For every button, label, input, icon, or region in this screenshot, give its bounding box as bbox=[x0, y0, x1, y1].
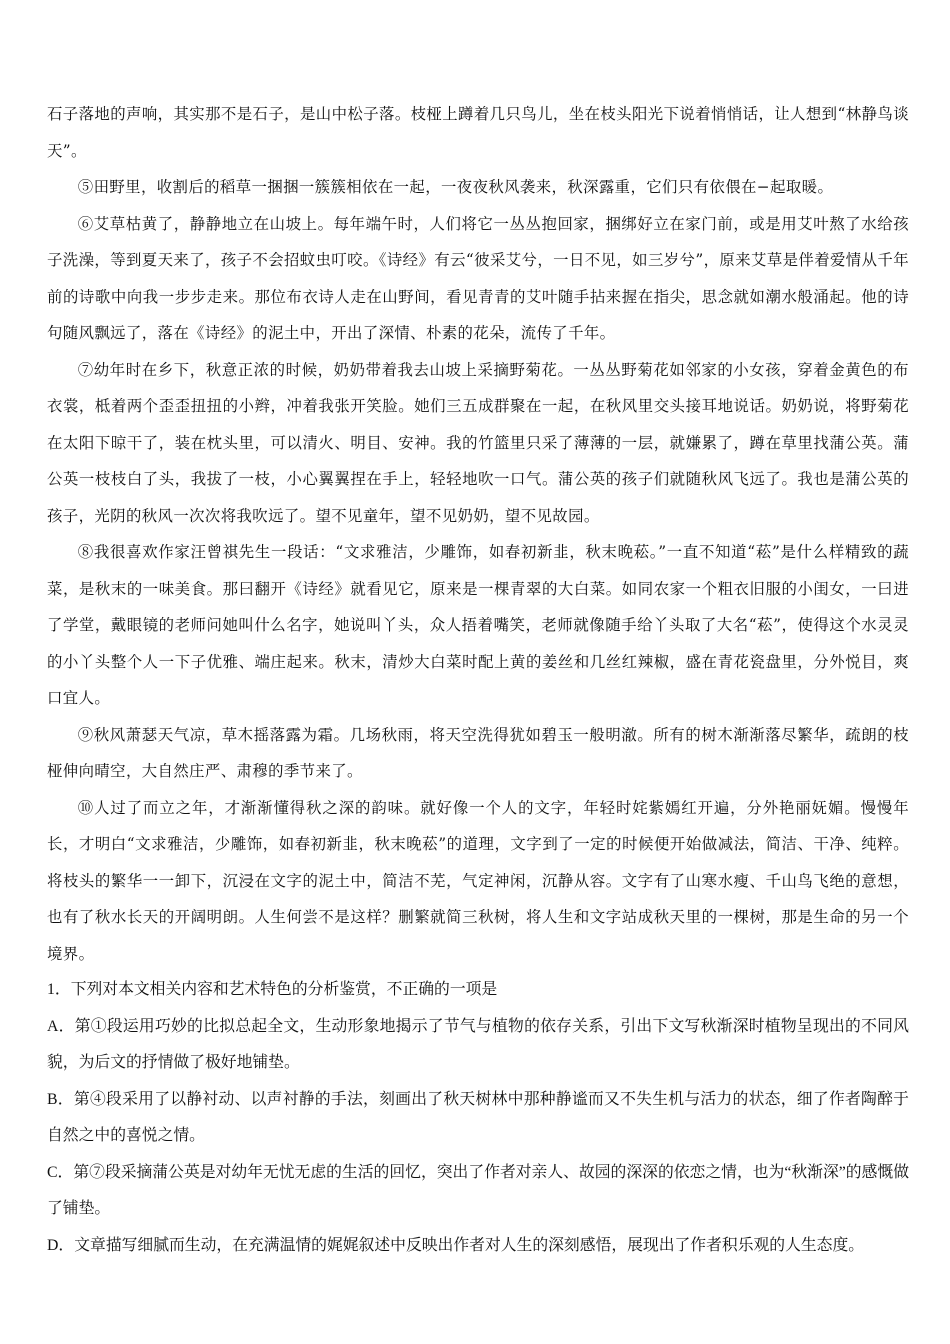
essay-paragraph-7: ⑦幼年时在乡下，秋意正浓的时候，奶奶带着我去山坡上采摘野菊花。一丛丛野菊花如邻家的小女孩，穿着金黄色的布衣裳，柢着两个歪歪扭扭的小辫，冲着我张开笑脸。她们三五成群聚在一起，在秋风里交头接耳地说话。奶奶说，将野菊花在太阳下晾干了，装在枕头里，可以清火、明目、安神。我的竹篮里只采了薄薄的一层，就嫌累了，蹲在草里找蒲公英。蒲公英一枝枝白了头，我拔了一枝，小心翼翼捏在手上，轻轻地吹一口气。蒲公英的孩子们就随秋风飞远了。我也是蒲公英的孩子，光阴的秋风一次次将我吹远了。望不见童年，望不见奶奶，望不见故园。 bbox=[47, 360, 909, 525]
option-letter: B． bbox=[47, 1090, 74, 1108]
option-letter: C． bbox=[47, 1163, 74, 1181]
option-a bbox=[47, 1009, 909, 1082]
option-text: 文章描写细腻而生动，在充满温情的娓娓叙述中反映出作者对人生的深刻感悟，展现出了作者积乐观的人生态度。 bbox=[74, 1236, 865, 1254]
option-letter: A． bbox=[47, 1017, 75, 1035]
document-page bbox=[47, 96, 909, 1264]
essay-paragraph-10: ⑩人过了而立之年，才渐渐懂得秋之深的韵味。就好像一个人的文字，年轻时姹紫嫣红开遍，分外艳丽妩媚。慢慢年长，才明白“文求雅洁，少雕饰，如春初新韭，秋末晚菘”的道理，文字到了一定的时候便开始做减法，简洁、干净、纯粹。将枝头的繁华一一卸下，沉浸在文字的泥土中，简洁不芜，气定神闲，沉静从容。文字有了山寒水瘦、千山鸟飞绝的意想，也有了秋水长天的开阔明朗。人生何尝不是这样？删繁就简三秋树，将人生和文字站成秋天里的一棵树，那是生命的另一个境界。 bbox=[47, 798, 909, 963]
essay-paragraph-5: ⑤田野里，收割后的稻草一捆捆一簇簇相依在一起，一夜夜秋风袭来，秋深露重，它们只有依偎在−起取暖。 bbox=[77, 178, 834, 196]
essay-paragraph-8: ⑧我很喜欢作家汪曾祺先生一段话：“文求雅洁，少雕饰，如春初新韭，秋末晚菘。”一直不知道“菘”是什么样精致的蔬菜，是秋末的一味美食。那曰翻开《诗经》就看见它，原来是一棵青翠的大白菜。如同农家一个粗衣旧服的小闺女，一曰进了学堂，戴眼镜的老师问她叫什么名字，她说叫丫头，众人捂着嘴笑，老师就像随手给丫头取了大名“菘”，使得这个水灵灵的小丫头整个人一下子优雅、端庄起来。秋末，清炒大白菜时配上黄的姜丝和几丝红辣椒，盛在青花瓷盘里，分外悦目，爽口宜人。 bbox=[47, 543, 909, 707]
essay-paragraph-continuation: 石子落地的声响，其实那不是石子，是山中松子落。枝桠上蹲着几只鸟儿，坐在枝头阳光下说着悄悄话，让人想到“林静鸟谈天”。 bbox=[47, 105, 909, 160]
essay-paragraph-6: ⑥艾草枯黄了，静静地立在山坡上。每年端午时，人们将它一丛丛抱回家，捆绑好立在家门前，或是用艾叶熬了水给孩子洗澡，等到夏天来了，孩子不会招蚊虫叮咬。《诗经》有云“彼采艾兮，一日不见，如三岁兮”，原来艾草是伴着爱情从千年前的诗歌中向我一步步走来。那位布衣诗人走在山野间，看见青青的艾叶随手拈来握在指尖，思念就如潮水般涌起。他的诗句随风飘远了，落在《诗经》的泥土中，开出了深情、朴素的花朵，流传了千年。 bbox=[47, 214, 909, 342]
option-text: 第⑦段采摘蒲公英是对幼年无忧无虑的生活的回忆，突出了作者对亲人、故园的深深的依恋之情，也为“秋渐深”的感慨做了铺垫。 bbox=[47, 1163, 909, 1217]
essay-body bbox=[47, 96, 909, 972]
option-text: 第①段运用巧妙的比拟总起全文，生动形象地揭示了节气与植物的依存关系，引出下文写秋渐深时植物呈现出的不同风貌，为后文的抒情做了极好地铺垫。 bbox=[47, 1017, 909, 1071]
option-b bbox=[47, 1082, 909, 1155]
essay-paragraph-9: ⑨秋风萧瑟天气凉，草木摇落露为霜。几场秋雨，将天空洗得犹如碧玉一般明澈。所有的树木渐渐落尽繁华，疏朗的枝桠伸向晴空，大自然庄严、肃穆的季节来了。 bbox=[47, 725, 909, 780]
option-d bbox=[47, 1228, 909, 1265]
option-c bbox=[47, 1155, 909, 1228]
option-letter: D． bbox=[47, 1236, 75, 1254]
question-stem: 1．下列对本文相关内容和艺术特色的分析鉴赏，不正确的一项是 bbox=[47, 981, 498, 998]
question-block bbox=[47, 972, 909, 1264]
option-text: 第④段采用了以静衬动、以声衬静的手法，刻画出了秋天树林中那种静谧而又不失生机与活力的状态，细了作者陶醉于自然之中的喜悦之情。 bbox=[47, 1090, 909, 1144]
